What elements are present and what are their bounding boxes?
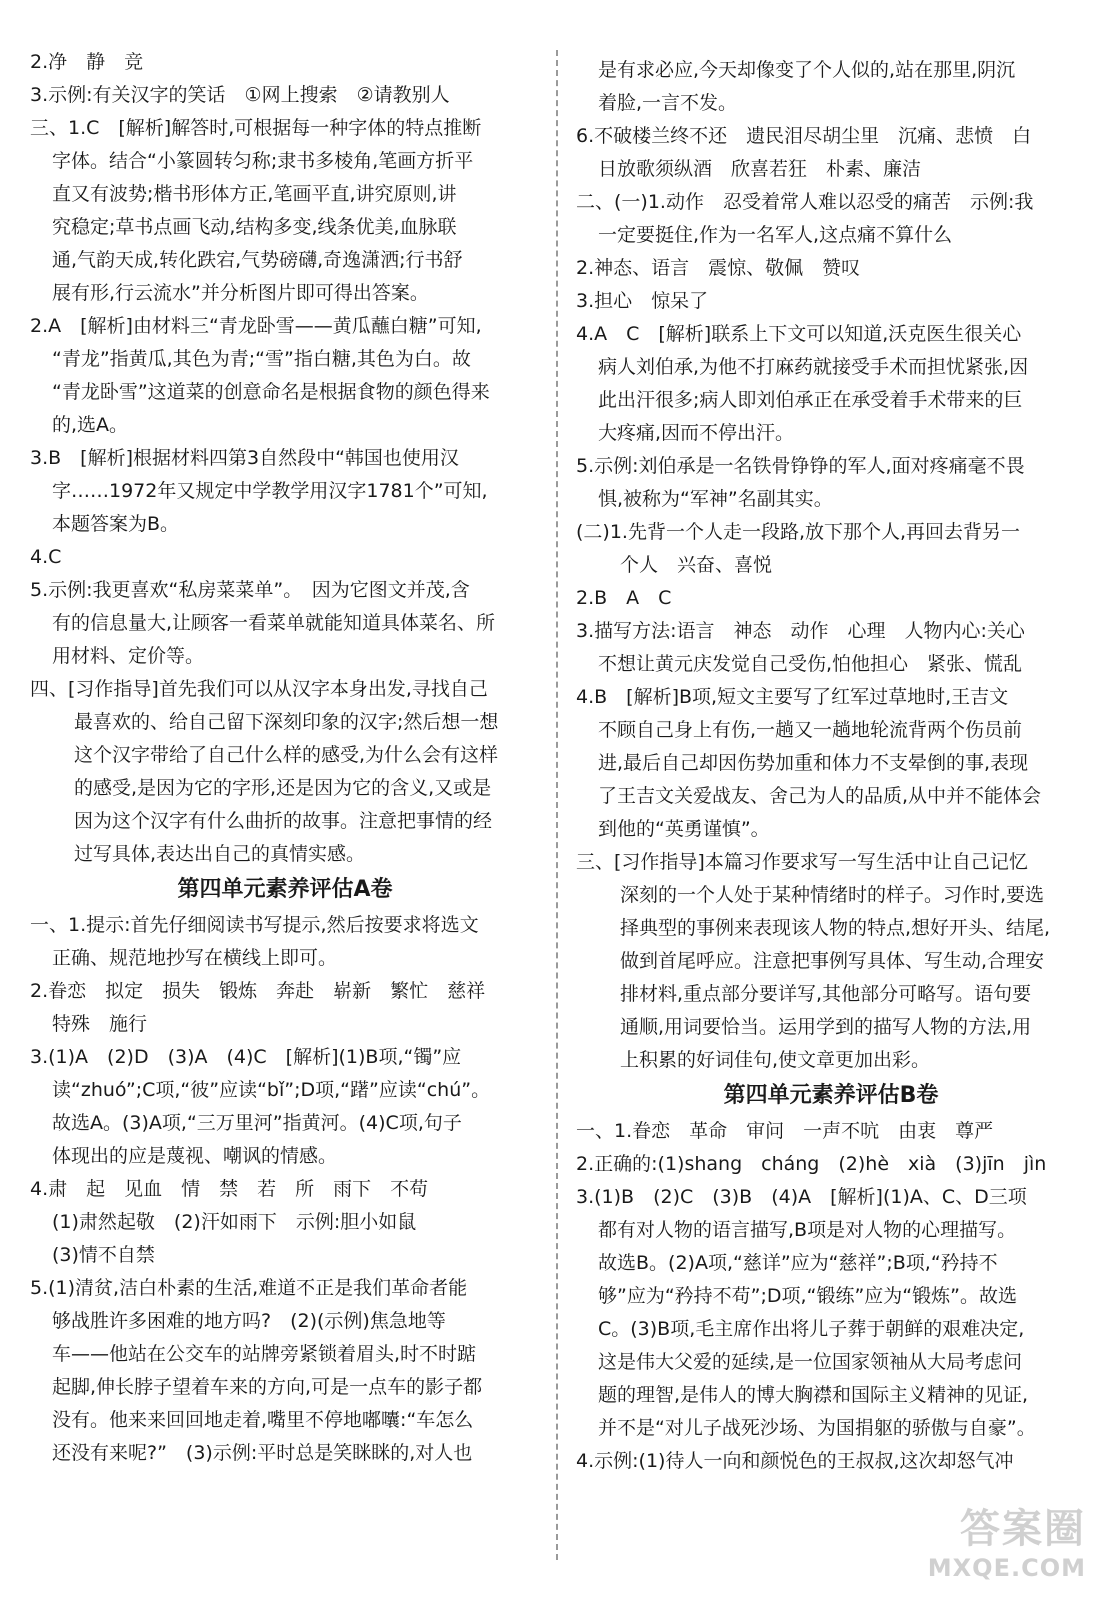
answer-line: 字……1972年又规定中学教学用汉字1781个”可知, — [52, 480, 488, 502]
answer-line: 着脸,一言不发。 — [598, 92, 738, 114]
answer-line: 3.担心 惊呆了 — [576, 290, 709, 312]
answer-line: 够战胜许多困难的地方吗? (2)(示例)焦急地等 — [52, 1310, 446, 1332]
watermark — [928, 1497, 1086, 1582]
answer-line: 的,选A。 — [52, 414, 129, 436]
answer-line: 个人 兴奋、喜悦 — [620, 554, 773, 576]
answer-line: 是有求必应,今天却像变了个人似的,站在那里,阴沉 — [598, 59, 1016, 81]
answer-line: 3.(1)B (2)C (3)B (4)A [解析](1)A、C、D三项 — [576, 1186, 1027, 1208]
section-heading: 第四单元素养评估A卷 — [177, 877, 393, 902]
answer-line: 题的理智,是伟人的博大胸襟和国际主义精神的见证, — [598, 1384, 1029, 1406]
answer-line: 过写具体,表达出自己的真情实感。 — [74, 843, 366, 865]
answer-line: 通,气韵天成,转化跌宕,气势磅礴,奇逸潇洒;行书舒 — [52, 249, 463, 271]
answer-line: 择典型的事例来表现该人物的特点,想好开头、结尾, — [620, 917, 1051, 939]
answer-line: 通顺,用词要恰当。运用学到的描写人物的方法,用 — [620, 1016, 1032, 1038]
answer-line: 都有对人物的语言描写,B项是对人物的心理描写。 — [598, 1219, 1017, 1241]
watermark-url: MXQE.COM — [927, 1554, 1086, 1582]
answer-line: (二)1.先背一个人走一段路,放下那个人,再回去背另一 — [576, 521, 1021, 543]
column-divider — [556, 50, 558, 1560]
answer-line: 故选A。(3)A项,“三万里河”指黄河。(4)C项,句子 — [52, 1112, 462, 1134]
answer-line: “青龙”指黄瓜,其色为青;“雪”指白糖,其色为白。故 — [52, 348, 471, 370]
answer-line: 进,最后自己却因伤势加重和体力不支晕倒的事,表现 — [598, 752, 1029, 774]
answer-line: 四、[习作指导]首先我们可以从汉字本身出发,寻找自己 — [30, 678, 488, 700]
answer-line: 3.(1)A (2)D (3)A (4)C [解析](1)B项,“镯”应 — [30, 1046, 462, 1068]
answer-line: 特殊 施行 — [52, 1013, 148, 1035]
answer-line: 了王吉文关爱战友、舍己为人的品质,从中并不能体会 — [598, 785, 1042, 807]
answer-line: 因为这个汉字有什么曲折的故事。注意把事情的经 — [74, 810, 493, 832]
answer-line: C。(3)B项,毛主席作出将儿子葬于朝鲜的艰难决定, — [598, 1318, 1025, 1340]
answer-line: 4.A C [解析]联系上下文可以知道,沃克医生很关心 — [576, 323, 1022, 345]
answer-line: 大疼痛,因而不停出汗。 — [598, 422, 795, 444]
answer-line: 有的信息量大,让顾客一看菜单就能知道具体菜名、所 — [52, 612, 496, 634]
answer-line: 5.示例:刘伯承是一名铁骨铮铮的军人,面对疼痛毫不畏 — [576, 455, 1025, 477]
answer-line: 起脚,伸长脖子望着车来的方向,可是一点车的影子都 — [52, 1376, 483, 1398]
answer-line: 深刻的一个人处于某种情绪时的样子。习作时,要选 — [620, 884, 1045, 906]
answer-line: 5.(1)清贫,洁白朴素的生活,难道不正是我们革命者能 — [30, 1277, 468, 1299]
answer-line: 究稳定;草书点画飞动,结构多变,线条优美,血脉联 — [52, 216, 457, 238]
answer-line: 到他的“英勇谨慎”。 — [598, 818, 770, 840]
answer-line: 6.不破楼兰终不还 遗民泪尽胡尘里 沉痛、悲愤 白 — [576, 125, 1032, 147]
left-column — [30, 46, 540, 1470]
answer-line: 这是伟大父爱的延续,是一位国家领袖从大局考虑问 — [598, 1351, 1023, 1373]
answer-line: 故选B。(2)A项,“慈详”应为“慈祥”;B项,“矜持不 — [598, 1252, 998, 1274]
answer-line: 一、1.提示:首先仔细阅读书写提示,然后按要求将选文 — [30, 914, 479, 936]
answer-line: 一定要挺住,作为一名军人,这点痛不算什么 — [598, 224, 953, 246]
answer-line: 上积累的好词佳句,使文章更加出彩。 — [620, 1049, 931, 1071]
answer-line: 一、1.眷恋 革命 审问 一声不吭 由衷 尊严 — [576, 1120, 994, 1142]
answer-line: 正确、规范地抄写在横线上即可。 — [52, 947, 338, 969]
watermark-logo-text: 答案圈 — [960, 1506, 1086, 1552]
answer-line: 字体。结合“小篆圆转匀称;隶书多棱角,笔画方折平 — [52, 150, 474, 172]
answer-line: 排材料,重点部分要详写,其他部分可略写。语句要 — [620, 983, 1032, 1005]
answer-line: 不想让黄元庆发觉自己受伤,怕他担心 紧张、慌乱 — [598, 653, 1023, 675]
answer-line: 2.A [解析]由材料三“青龙卧雪——黄瓜蘸白糖”可知, — [30, 315, 482, 337]
answer-line: 3.描写方法:语言 神态 动作 心理 人物内心:关心 — [576, 620, 1025, 642]
answer-line: 2.眷恋 拟定 损失 锻炼 奔赴 崭新 繁忙 慈祥 — [30, 980, 486, 1002]
answer-line: 最喜欢的、给自己留下深刻印象的汉字;然后想一想 — [74, 711, 499, 733]
answer-line: 三、1.C [解析]解答时,可根据每一种字体的特点推断 — [30, 117, 482, 139]
answer-line: 做到首尾呼应。注意把事例写具体、写生动,合理安 — [620, 950, 1045, 972]
answer-line: 不顾自己身上有伤,一趟又一趟地轮流背两个伤员前 — [598, 719, 1023, 741]
answer-line: 病人刘伯承,为他不打麻药就接受手术而担忧紧张,因 — [598, 356, 1029, 378]
answer-line: 二、(一)1.动作 忍受着常人难以忍受的痛苦 示例:我 — [576, 191, 1034, 213]
answer-line: 用材料、定价等。 — [52, 645, 205, 667]
answer-line: 4.C — [30, 546, 62, 568]
answer-line: 直又有波势;楷书形体方正,笔画平直,讲究原则,讲 — [52, 183, 457, 205]
answer-line: (1)肃然起敬 (2)汗如雨下 示例:胆小如鼠 — [52, 1211, 417, 1233]
answer-line: 并不是“对儿子战死沙场、为国捐躯的骄傲与自豪”。 — [598, 1417, 1036, 1439]
answer-line: 2.神态、语言 震惊、敬佩 赞叹 — [576, 257, 861, 279]
answer-line: “青龙卧雪”这道菜的创意命名是根据食物的颜色得来 — [52, 381, 490, 403]
answer-line: 2.正确的:(1)shang cháng (2)hè xià (3)jīn jìn — [576, 1153, 1047, 1175]
answer-line: 此出汗很多;病人即刘伯承正在承受着手术带来的巨 — [598, 389, 1023, 411]
answer-line: 4.肃 起 见血 情 禁 若 所 雨下 不苟 — [30, 1178, 429, 1200]
answer-line: 还没有来呢?” (3)示例:平时总是笑眯眯的,对人也 — [52, 1442, 473, 1464]
answer-line: 三、[习作指导]本篇习作要求写一写生活中让自己记忆 — [576, 851, 1028, 873]
answer-line: 5.示例:我更喜欢“私房菜菜单”。 因为它图文并茂,含 — [30, 579, 470, 601]
answer-line: 车——他站在公交车的站牌旁紧锁着眉头,时不时踮 — [52, 1343, 477, 1365]
answer-line: 4.B [解析]B项,短文主要写了红军过草地时,王吉文 — [576, 686, 1009, 708]
answer-line: 4.示例:(1)待人一向和颜悦色的王叔叔,这次却怒气冲 — [576, 1450, 1014, 1472]
answer-line: 读“zhuó”;C项,“彼”应读“bǐ”;D项,“躇”应读“chú”。 — [52, 1079, 491, 1101]
answer-line: 没有。他来来回回地走着,嘴里不停地嘟囔:“车怎么 — [52, 1409, 474, 1431]
answer-line: 展有形,行云流水”并分析图片即可得出答案。 — [52, 282, 429, 304]
answer-line: 3.B [解析]根据材料四第3自然段中“韩国也使用汉 — [30, 447, 459, 469]
answer-line: 3.示例:有关汉字的笑话 ①网上搜索 ②请教别人 — [30, 84, 450, 106]
right-column — [576, 54, 1086, 1478]
answer-line: 2.B A C — [576, 587, 672, 609]
answer-line: 的感受,是因为它的字形,还是因为它的含义,又或是 — [74, 777, 492, 799]
answer-line: 这个汉字带给了自己什么样的感受,为什么会有这样 — [74, 744, 499, 766]
answer-line: 日放歌须纵酒 欣喜若狂 朴素、廉洁 — [598, 158, 922, 180]
answer-line: 够”应为“矜持不苟”;D项,“锻练”应为“锻炼”。故选 — [598, 1285, 1017, 1307]
answer-line: 惧,被称为“军神”名副其实。 — [598, 488, 833, 510]
section-heading: 第四单元素养评估B卷 — [723, 1083, 939, 1108]
answer-line: 体现出的应是蔑视、嘲讽的情感。 — [52, 1145, 338, 1167]
answer-line: 本题答案为B。 — [52, 513, 180, 535]
answer-line: 2.净 静 竞 — [30, 51, 144, 73]
answer-line: (3)情不自禁 — [52, 1244, 155, 1266]
